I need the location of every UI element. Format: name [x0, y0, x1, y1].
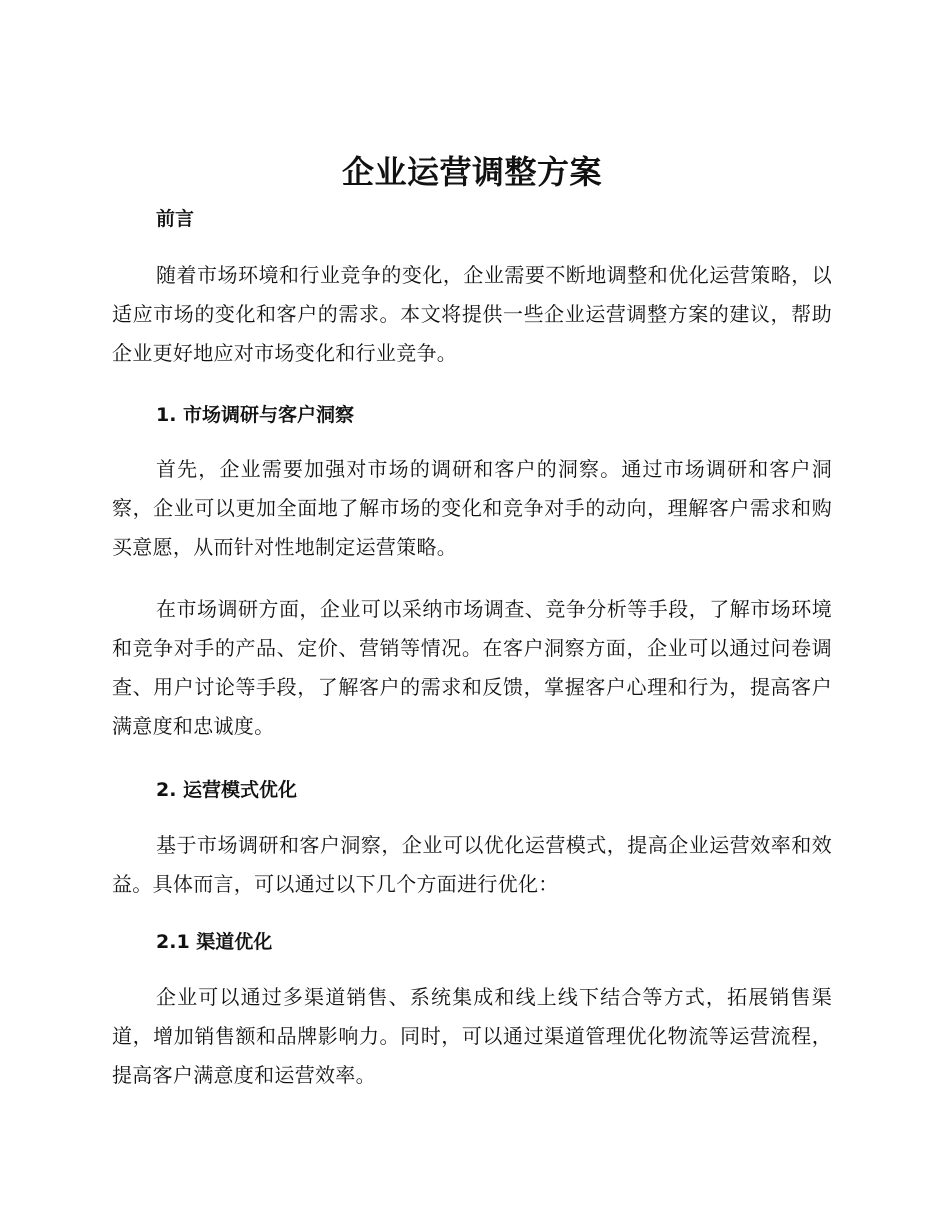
- section-heading-channel-optimization: 2.1 渠道优化: [156, 931, 273, 953]
- paragraph-market-research-1: 首先，企业需要加强对市场的调研和客户的洞察。通过市场调研和客户洞察，企业可以更加全面地了解市场的变化和竞争对手的动向，理解客户需求和购买意愿，从而针对性地制定运营策略。: [112, 457, 832, 559]
- paragraph-operation-model: 基于市场调研和客户洞察，企业可以优化运营模式，提高企业运营效率和效益。具体而言，可以通过以下几个方面进行优化：: [112, 833, 832, 896]
- paragraph-channel-optimization: 企业可以通过多渠道销售、系统集成和线上线下结合等方式，拓展销售渠道，增加销售额和品牌影响力。同时，可以通过渠道管理优化物流等运营流程，提高客户满意度和运营效率。: [112, 985, 832, 1087]
- document-title: 企业运营调整方案: [341, 153, 602, 191]
- section-heading-market-research: 1. 市场调研与客户洞察: [156, 404, 355, 426]
- section-heading-preface: 前言: [156, 208, 195, 230]
- section-heading-operation-model: 2. 运营模式优化: [156, 779, 298, 801]
- paragraph-preface: 随着市场环境和行业竞争的变化，企业需要不断地调整和优化运营策略，以适应市场的变化和客户的需求。本文将提供一些企业运营调整方案的建议，帮助企业更好地应对市场变化和行业竞争。: [112, 263, 832, 365]
- paragraph-market-research-2: 在市场调研方面，企业可以采纳市场调查、竞争分析等手段，了解市场环境和竞争对手的产品、定价、营销等情况。在客户洞察方面，企业可以通过问卷调查、用户讨论等手段，了解客户的需求和反馈，掌握客户心理和行为，提高客户满意度和忠诚度。: [112, 597, 832, 738]
